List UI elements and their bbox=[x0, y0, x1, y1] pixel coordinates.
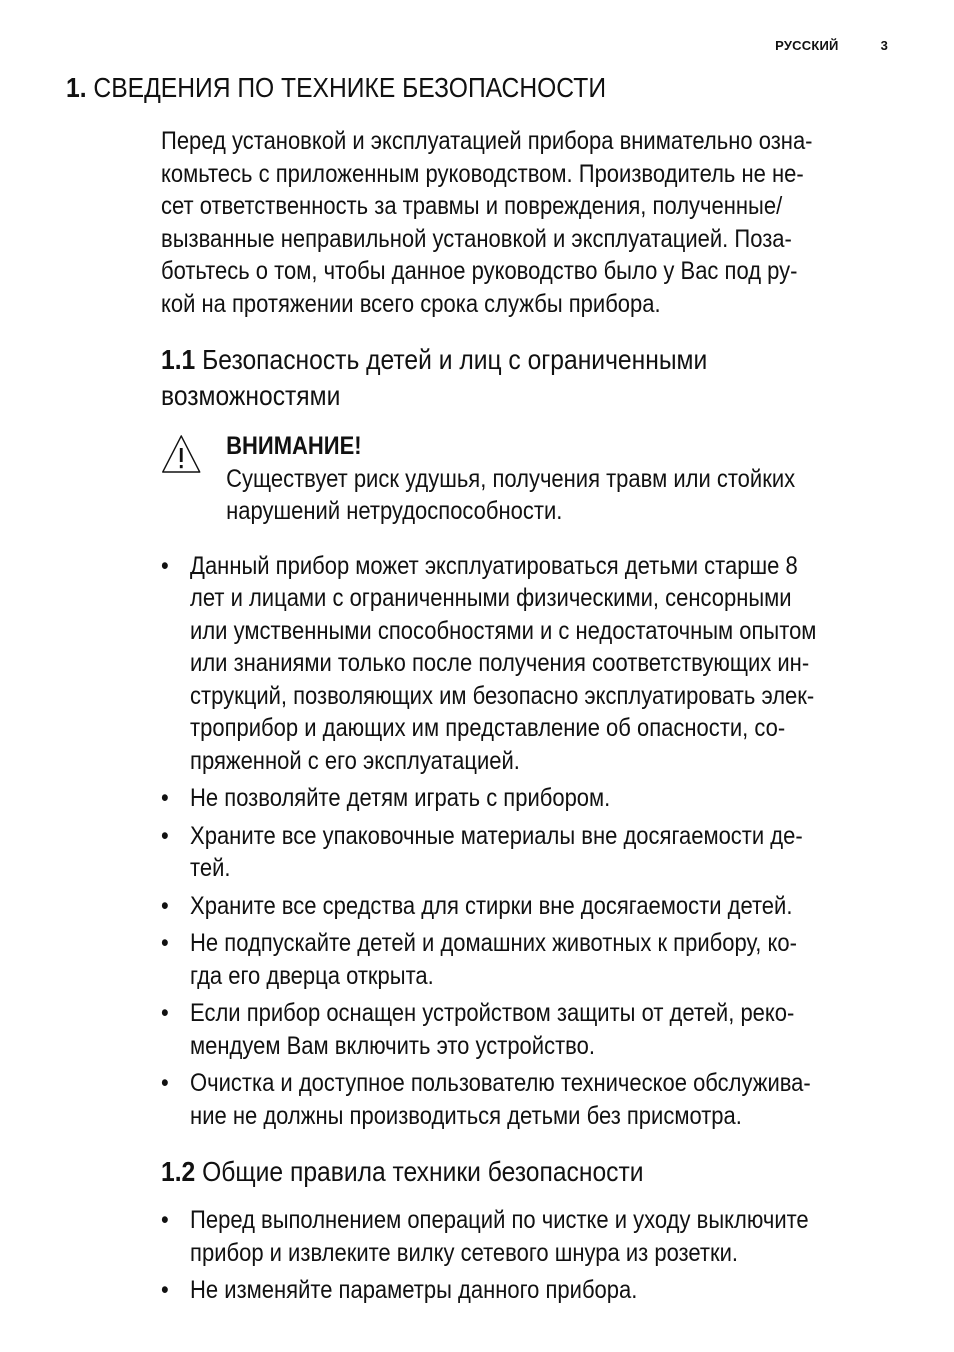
list-item-line: Храните все упаковочные материалы вне досягаемости де- bbox=[190, 821, 803, 850]
bullet-icon: • bbox=[161, 1069, 169, 1097]
bullet-icon: • bbox=[161, 821, 169, 850]
list-item bbox=[161, 782, 896, 815]
list-item-line: прибор и извлеките вилку сетевого шнура из розетки. bbox=[190, 1238, 739, 1267]
subsection-2-title: Общие правила техники безопасности bbox=[202, 1156, 644, 1187]
subsection-2-heading bbox=[161, 1154, 896, 1190]
list-item-line: Данный прибор может эксплуатироваться детьми старше 8 bbox=[190, 551, 798, 580]
subsection-2-bullets bbox=[161, 1204, 896, 1307]
list-item-line: струкций, позволяющих им безопасно эксплуатировать элек- bbox=[190, 681, 815, 710]
section-number: 1. bbox=[66, 72, 87, 103]
content-column bbox=[161, 125, 896, 1307]
list-item bbox=[161, 927, 896, 992]
list-item-line: Не подпускайте детей и домашних животных к прибору, ко- bbox=[190, 929, 797, 957]
bullet-icon: • bbox=[161, 1276, 169, 1304]
bullet-icon: • bbox=[161, 1206, 169, 1234]
list-item-line: лет и лицами с ограниченными физическими, сенсорными bbox=[190, 584, 792, 612]
bullet-icon: • bbox=[161, 891, 169, 920]
list-item bbox=[161, 1204, 896, 1269]
warning-line: Существует риск удушья, получения травм или стойких bbox=[226, 464, 796, 493]
intro-line: комьтесь с приложенным руководством. Производитель не не- bbox=[161, 159, 804, 188]
subsection-1-bullets bbox=[161, 550, 896, 1133]
section-title bbox=[66, 70, 606, 106]
list-item-line: ние не должны производиться детьми без присмотра. bbox=[190, 1101, 742, 1130]
bullet-icon: • bbox=[161, 929, 169, 957]
bullet-icon: • bbox=[161, 999, 169, 1027]
list-item bbox=[161, 550, 896, 778]
list-item-line: Храните все средства для стирки вне досягаемости детей. bbox=[190, 891, 793, 920]
section-title-text: СВЕДЕНИЯ ПО ТЕХНИКЕ БЕЗОПАСНОСТИ bbox=[93, 72, 607, 103]
page-header bbox=[775, 38, 888, 53]
list-item-line: мендуем Вам включить это устройство. bbox=[190, 1031, 595, 1060]
list-item-line: пряженной с его эксплуатацией. bbox=[190, 746, 520, 775]
subsection-1-title-line2: возможностями bbox=[161, 380, 341, 411]
intro-paragraph bbox=[161, 125, 896, 320]
subsection-1-title-line bbox=[161, 342, 896, 378]
list-item bbox=[161, 997, 896, 1062]
warning-line: нарушений нетрудоспособности. bbox=[226, 497, 563, 525]
warning-text bbox=[226, 463, 896, 528]
warning-title: ВНИМАНИЕ! bbox=[226, 432, 362, 460]
bullet-icon: • bbox=[161, 784, 169, 812]
list-item bbox=[161, 890, 896, 923]
list-item-line: или умственными способностями и с недостаточным опытом bbox=[190, 616, 817, 645]
subsection-1-number: 1.1 bbox=[161, 344, 196, 375]
list-item bbox=[161, 1067, 896, 1132]
intro-line: ботьтесь о том, чтобы данное руководство было у Вас под ру- bbox=[161, 257, 798, 285]
subsection-1-title: Безопасность детей и лиц с ограниченными bbox=[202, 344, 708, 375]
list-item-line: Не позволяйте детям играть с прибором. bbox=[190, 784, 611, 812]
main-content bbox=[161, 125, 921, 1312]
bullet-icon: • bbox=[161, 551, 169, 580]
list-item-line: тей. bbox=[190, 854, 231, 882]
list-item-line: Перед выполнением операций по чистке и уходу выключите bbox=[190, 1206, 809, 1234]
subsection-2-number: 1.2 bbox=[161, 1156, 196, 1187]
intro-line: вызванные неправильной установкой и эксплуатацией. Поза- bbox=[161, 224, 792, 253]
page-number: 3 bbox=[880, 38, 888, 53]
intro-line: кой на протяжении всего срока службы прибора. bbox=[161, 289, 661, 318]
warning-box bbox=[161, 430, 896, 528]
list-item-line: Не изменяйте параметры данного прибора. bbox=[190, 1276, 638, 1304]
intro-line: Перед установкой и эксплуатацией прибора внимательно озна- bbox=[161, 127, 813, 155]
list-item-line: гда его дверца открыта. bbox=[190, 961, 434, 990]
intro-line: сет ответственность за травмы и повреждения, полученные/ bbox=[161, 192, 783, 220]
list-item-line: Очистка и доступное пользователю техническое обслужива- bbox=[190, 1069, 811, 1097]
list-item bbox=[161, 820, 896, 885]
header-language: РУССКИЙ bbox=[775, 38, 839, 53]
list-item bbox=[161, 1274, 896, 1307]
list-item-line: троприбор и дающих им представление об опасности, со- bbox=[190, 714, 786, 742]
list-item-line: Если прибор оснащен устройством защиты от детей, реко- bbox=[190, 999, 795, 1027]
list-item-line: или знаниями только после получения соответствующих ин- bbox=[190, 649, 810, 677]
warning-triangle-icon bbox=[161, 434, 201, 474]
subsection-1-heading bbox=[161, 342, 896, 414]
